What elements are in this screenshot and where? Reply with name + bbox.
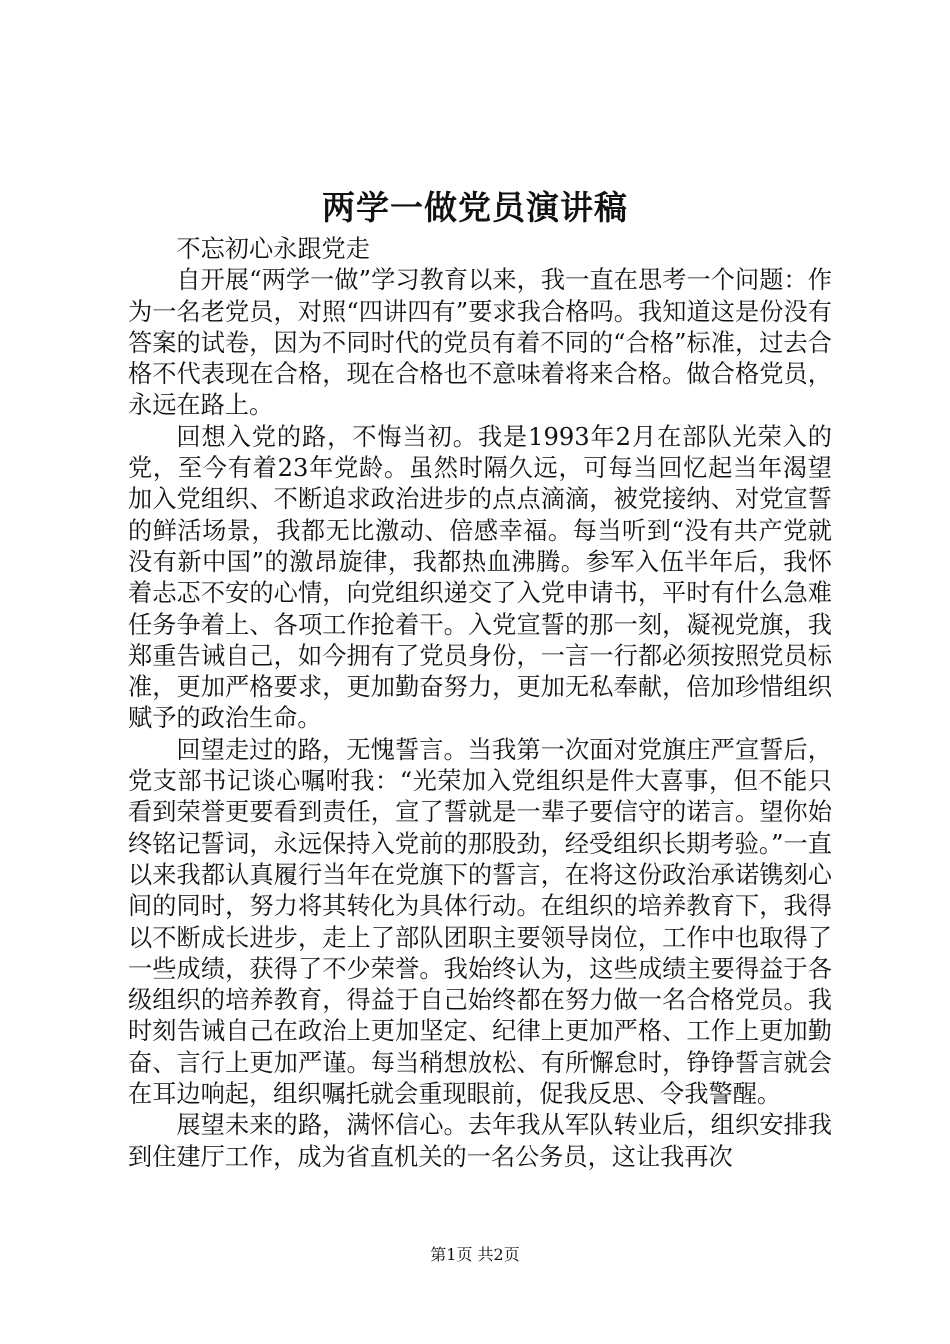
paragraph: 展望未来的路，满怀信心。去年我从军队转业后，组织安排我到住建厅工作，成为省直机关的一名公务员，这让我再次 <box>128 1111 832 1171</box>
paragraph-subtitle: 不忘初心永跟党走 <box>176 235 370 263</box>
paragraph: 自开展“两学一做”学习教育以来，我一直在思考一个问题：作为一名老党员，对照“四讲四有”要求我合格吗。我知道这是份没有答案的试卷，因为不同时代的党员有着不同的“合格”标准，过去合格不代表现在合格，现在合格也不意味着将来合格。做合格党员，永远在路上。 <box>128 266 832 420</box>
document-body <box>128 234 832 1173</box>
page-number-footer: 第1页 共2页 <box>430 1245 520 1264</box>
paragraph: 回想入党的路，不悔当初。我是1993年2月在部队光荣入的党，至今有着23年党龄。虽然时隔久远，可每当回忆起当年渴望加入党组织、不断追求政治进步的点点滴滴，被党接纳、对党宣誓的鲜活场景，我都无比激动、倍感幸福。每当听到“没有共产党就没有新中国”的激昂旋律，我都热血沸腾。参军入伍半年后，我怀着忐忑不安的心情，向党组织递交了入党申请书，平时有什么急难任务争着上、各项工作抢着干。入党宣誓的那一刻，凝视党旗，我郑重告诫自己，如今拥有了党员身份，一言一行都必须按照党员标准，更加严格要求，更加勤奋努力，更加无私奉献，倍加珍惜组织赋予的政治生命。 <box>128 422 832 733</box>
paragraph: 回望走过的路，无愧誓言。当我第一次面对党旗庄严宣誓后，党支部书记谈心嘱咐我：“光荣加入党组织是件大喜事，但不能只看到荣誉更要看到责任，宣了誓就是一辈子要信守的诺言。望你始终铭记誓词，永远保持入党前的那股劲，经受组织长期考验。”一直以来我都认真履行当年在党旗下的誓言，在将这份政治承诺镌刻心间的同时，努力将其转化为具体行动。在组织的培养教育下，我得以不断成长进步，走上了部队团职主要领导岗位，工作中也取得了一些成绩，获得了不少荣誉。我始终认为，这些成绩主要得益于各级组织的培养教育，得益于自己始终都在努力做一名合格党员。我时刻告诫自己在政治上更加坚定、纪律上更加严格、工作上更加勤奋、言行上更加严谨。每当稍想放松、有所懈怠时，铮铮誓言就会在耳边响起，组织嘱托就会重现眼前，促我反思、令我警醒。 <box>128 735 832 1109</box>
document-title: 两学一做党员演讲稿 <box>322 188 628 227</box>
